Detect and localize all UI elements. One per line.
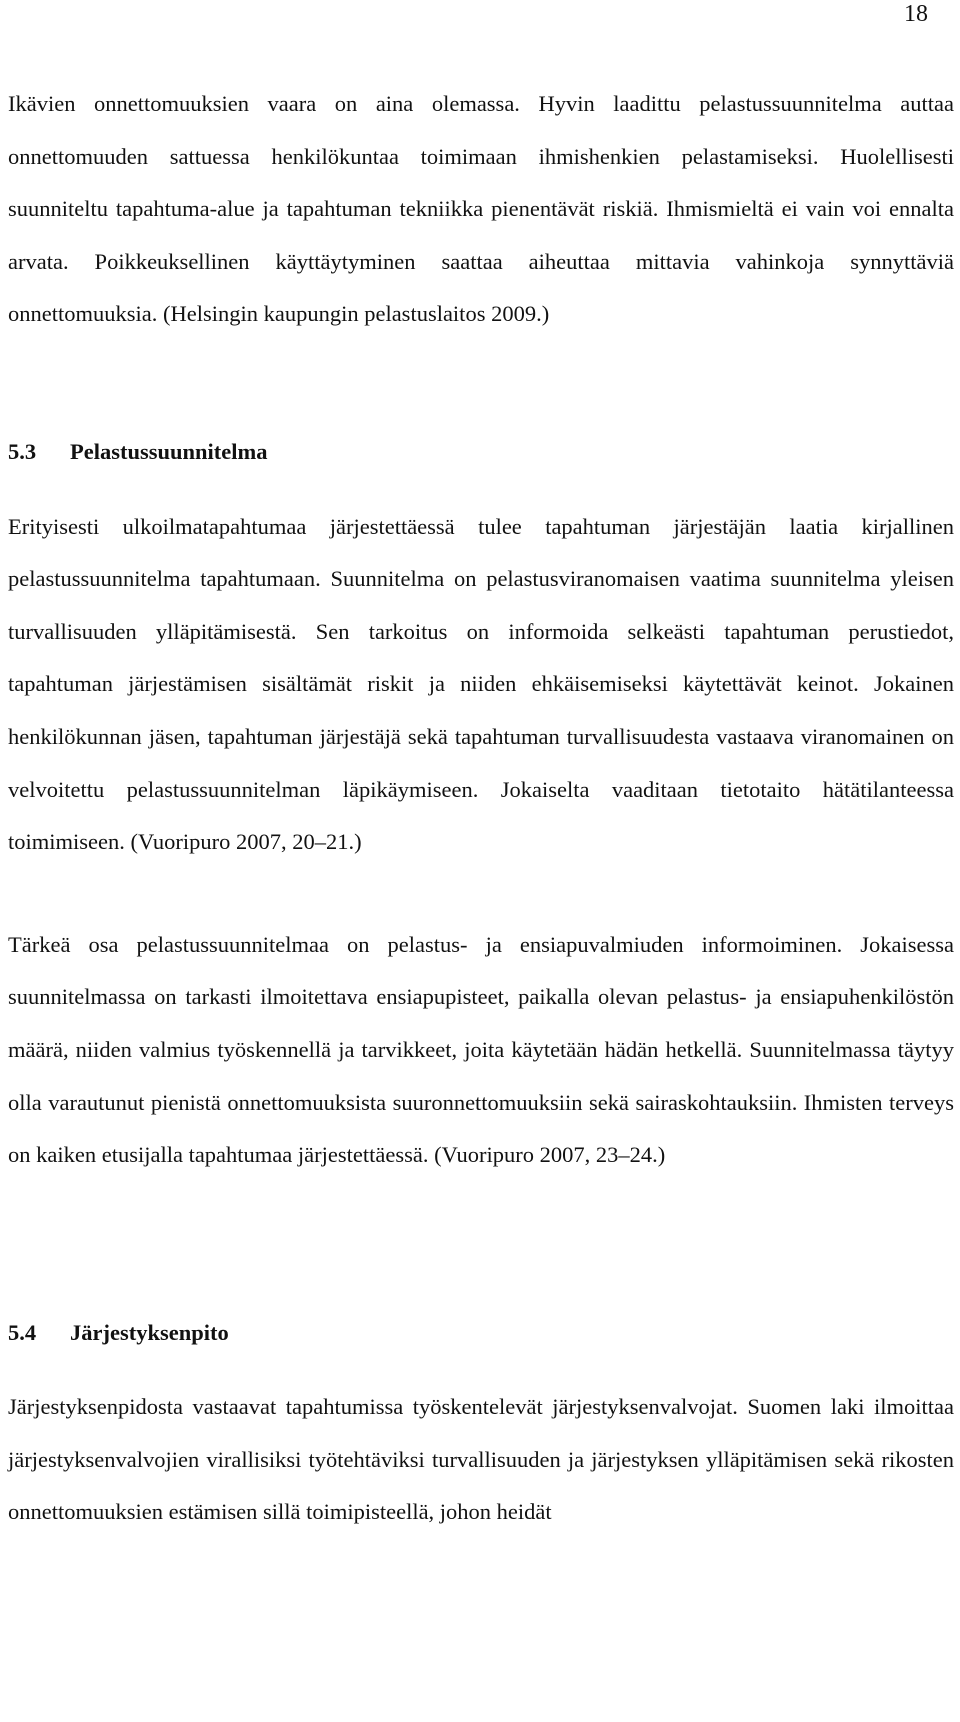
spacer <box>8 479 954 501</box>
section-title: Järjestyksenpito <box>70 1319 229 1345</box>
paragraph-rescue-plan: Erityisesti ulkoilmatapahtumaa järjestettäessä tulee tapahtuman järjestäjän laatia kirjallinen pelastussuunnitelma tapahtumaan. Suunnitelma on pelastusviranomaisen vaatima suunnitelma yleisen turvallisuuden ylläpitämisestä. Sen tarkoitus on informoida selkeästi tapahtuman perustiedot, tapahtuman järjestämisen sisältämät riskit ja niiden ehkäisemiseksi käytettävät keinot. Jokainen henkilökunnan jäsen, tapahtuman järjestäjä sekä tapahtuman turvallisuudesta vastaava viranomainen on velvoitettu pelastussuunnitelman läpikäymiseen. Jokaiselta vaaditaan tietotaito hätätilanteessa toimimiseen. (Vuoripuro 2007, 20–21.) <box>8 513 954 855</box>
paragraph-order-keeping: Järjestyksenpidosta vastaavat tapahtumissa työskentelevät järjestyksenvalvojat. Suomen laki ilmoittaa järjestyksenvalvojien virallisiksi työtehtäviksi turvallisuuden ja järjestyksen ylläpitämisen sekä rikosten onnettomuuksien estämisen sillä toimipisteellä, johon heidät <box>8 1394 954 1525</box>
section-number: 5.4 <box>8 1319 37 1345</box>
spacer <box>8 1182 954 1307</box>
section-heading-rescue-plan <box>8 426 954 479</box>
section-heading-order-keeping <box>8 1307 954 1360</box>
page-number: 18 <box>904 1 928 27</box>
paragraph-safety-intro: Ikävien onnettomuuksien vaara on aina olemassa. Hyvin laadittu pelastussuunnitelma auttaa onnettomuuden sattuessa henkilökuntaa toimimaan ihmishenkien pelastamiseksi. Huolellisesti suunniteltu tapahtuma-alue ja tapahtuman tekniikka pienentävät riskiä. Ihmismieltä ei vain voi ennalta arvata. Poikkeuksellinen käyttäytyminen saattaa aiheuttaa mittavia vahinkoja synnyttäviä onnettomuuksia. (Helsingin kaupungin pelastuslaitos 2009.) <box>8 91 954 327</box>
spacer <box>8 1359 954 1381</box>
section-title: Pelastussuunnitelma <box>70 438 268 464</box>
paragraph-first-aid: Tärkeä osa pelastussuunnitelmaa on pelastus- ja ensiapuvalmiuden informoiminen. Jokaisessa suunnitelmassa on tarkasti ilmoitettava ensiapupisteet, paikalla olevan pelastus- ja ensiapuhenkilöstön määrä, niiden valmius työskennellä ja tarvikkeet, joita käytetään hädän hetkellä. Suunnitelmassa täytyy olla varautunut pienistä onnettomuuksista suuronnettomuuksiin sekä sairaskohtauksiin. Ihmisten terveys on kaiken etusijalla tapahtumaa järjestettäessä. (Vuoripuro 2007, 23–24.) <box>8 931 954 1168</box>
spacer <box>8 341 954 426</box>
page-content <box>8 78 954 1539</box>
spacer <box>8 869 954 919</box>
section-number: 5.3 <box>8 438 37 464</box>
